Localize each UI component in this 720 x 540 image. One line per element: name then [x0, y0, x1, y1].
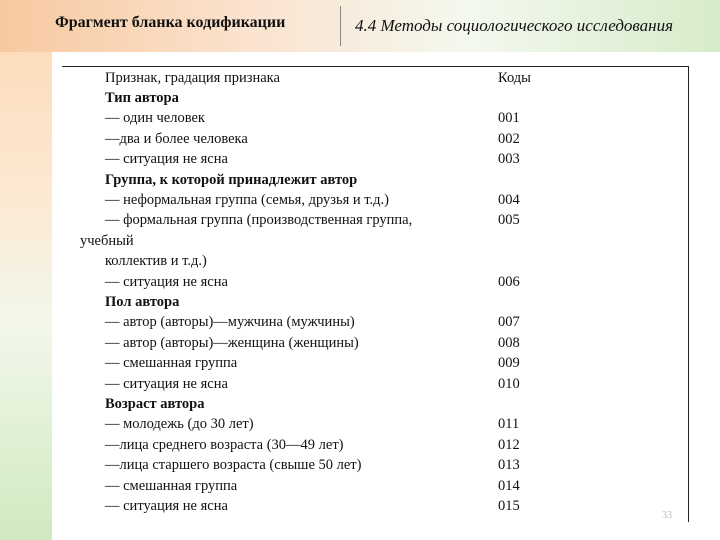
feature-gradation: — смешанная группа — [105, 477, 238, 494]
section-title: 4.4 Методы социологического исследования — [355, 16, 674, 35]
gradation-code: 008 — [498, 334, 520, 351]
gradation-code: 007 — [498, 314, 520, 331]
feature-gradation: — ситуация не ясна — [105, 151, 228, 168]
feature-gradation: — ситуация не ясна — [105, 498, 228, 514]
feature-heading: Группа, к которой принадлежит автор — [105, 171, 358, 188]
feature-heading: Тип автора — [105, 90, 179, 106]
feature-gradation: — автор (авторы)—женщина (женщины) — [105, 334, 359, 351]
gradation-code: 006 — [498, 273, 520, 290]
column-header-codes: Коды — [498, 70, 531, 86]
feature-heading: Возраст автора — [105, 396, 205, 412]
gradation-code: 011 — [498, 416, 520, 433]
gradation-code: 001 — [498, 110, 520, 127]
feature-gradation: коллектив и т.д.) — [105, 253, 207, 270]
gradation-code: 012 — [498, 436, 520, 453]
feature-gradation: — один человек — [105, 110, 205, 127]
gradation-code: 010 — [498, 375, 520, 392]
gradation-code: 004 — [498, 192, 520, 208]
feature-gradation: — формальная группа (производственная группа, — [105, 212, 413, 229]
feature-heading: Пол автора — [105, 294, 180, 310]
feature-gradation: —лица среднего возраста (30—49 лет) — [105, 436, 344, 453]
feature-gradation: — неформальная группа (семья, друзья и т.д.) — [105, 192, 389, 208]
gradation-code: 002 — [498, 130, 520, 147]
column-header-feature: Признак, градация признака — [105, 70, 280, 86]
frame-right-border — [688, 66, 689, 522]
gradation-code: 015 — [498, 498, 520, 514]
feature-gradation: —два и более человека — [105, 130, 248, 147]
feature-gradation: — автор (авторы)—мужчина (мужчины) — [105, 314, 355, 331]
feature-gradation: учебный — [80, 232, 134, 249]
header-divider — [340, 6, 341, 46]
decorative-side-strip — [0, 0, 52, 540]
gradation-code: 005 — [498, 212, 520, 229]
gradation-code: 013 — [498, 457, 520, 474]
feature-gradation: — ситуация не ясна — [105, 375, 228, 392]
gradation-code: 014 — [498, 477, 520, 494]
slide-title: Фрагмент бланка кодификации — [55, 14, 286, 31]
gradation-code: 003 — [498, 151, 520, 168]
feature-gradation: — молодежь (до 30 лет) — [105, 416, 254, 433]
feature-gradation: —лица старшего возраста (свыше 50 лет) — [105, 457, 362, 474]
page-number: 33 — [662, 510, 672, 521]
feature-gradation: — ситуация не ясна — [105, 273, 228, 290]
feature-gradation: — смешанная группа — [105, 355, 238, 372]
gradation-code: 009 — [498, 355, 520, 372]
frame-top-border — [62, 66, 689, 67]
